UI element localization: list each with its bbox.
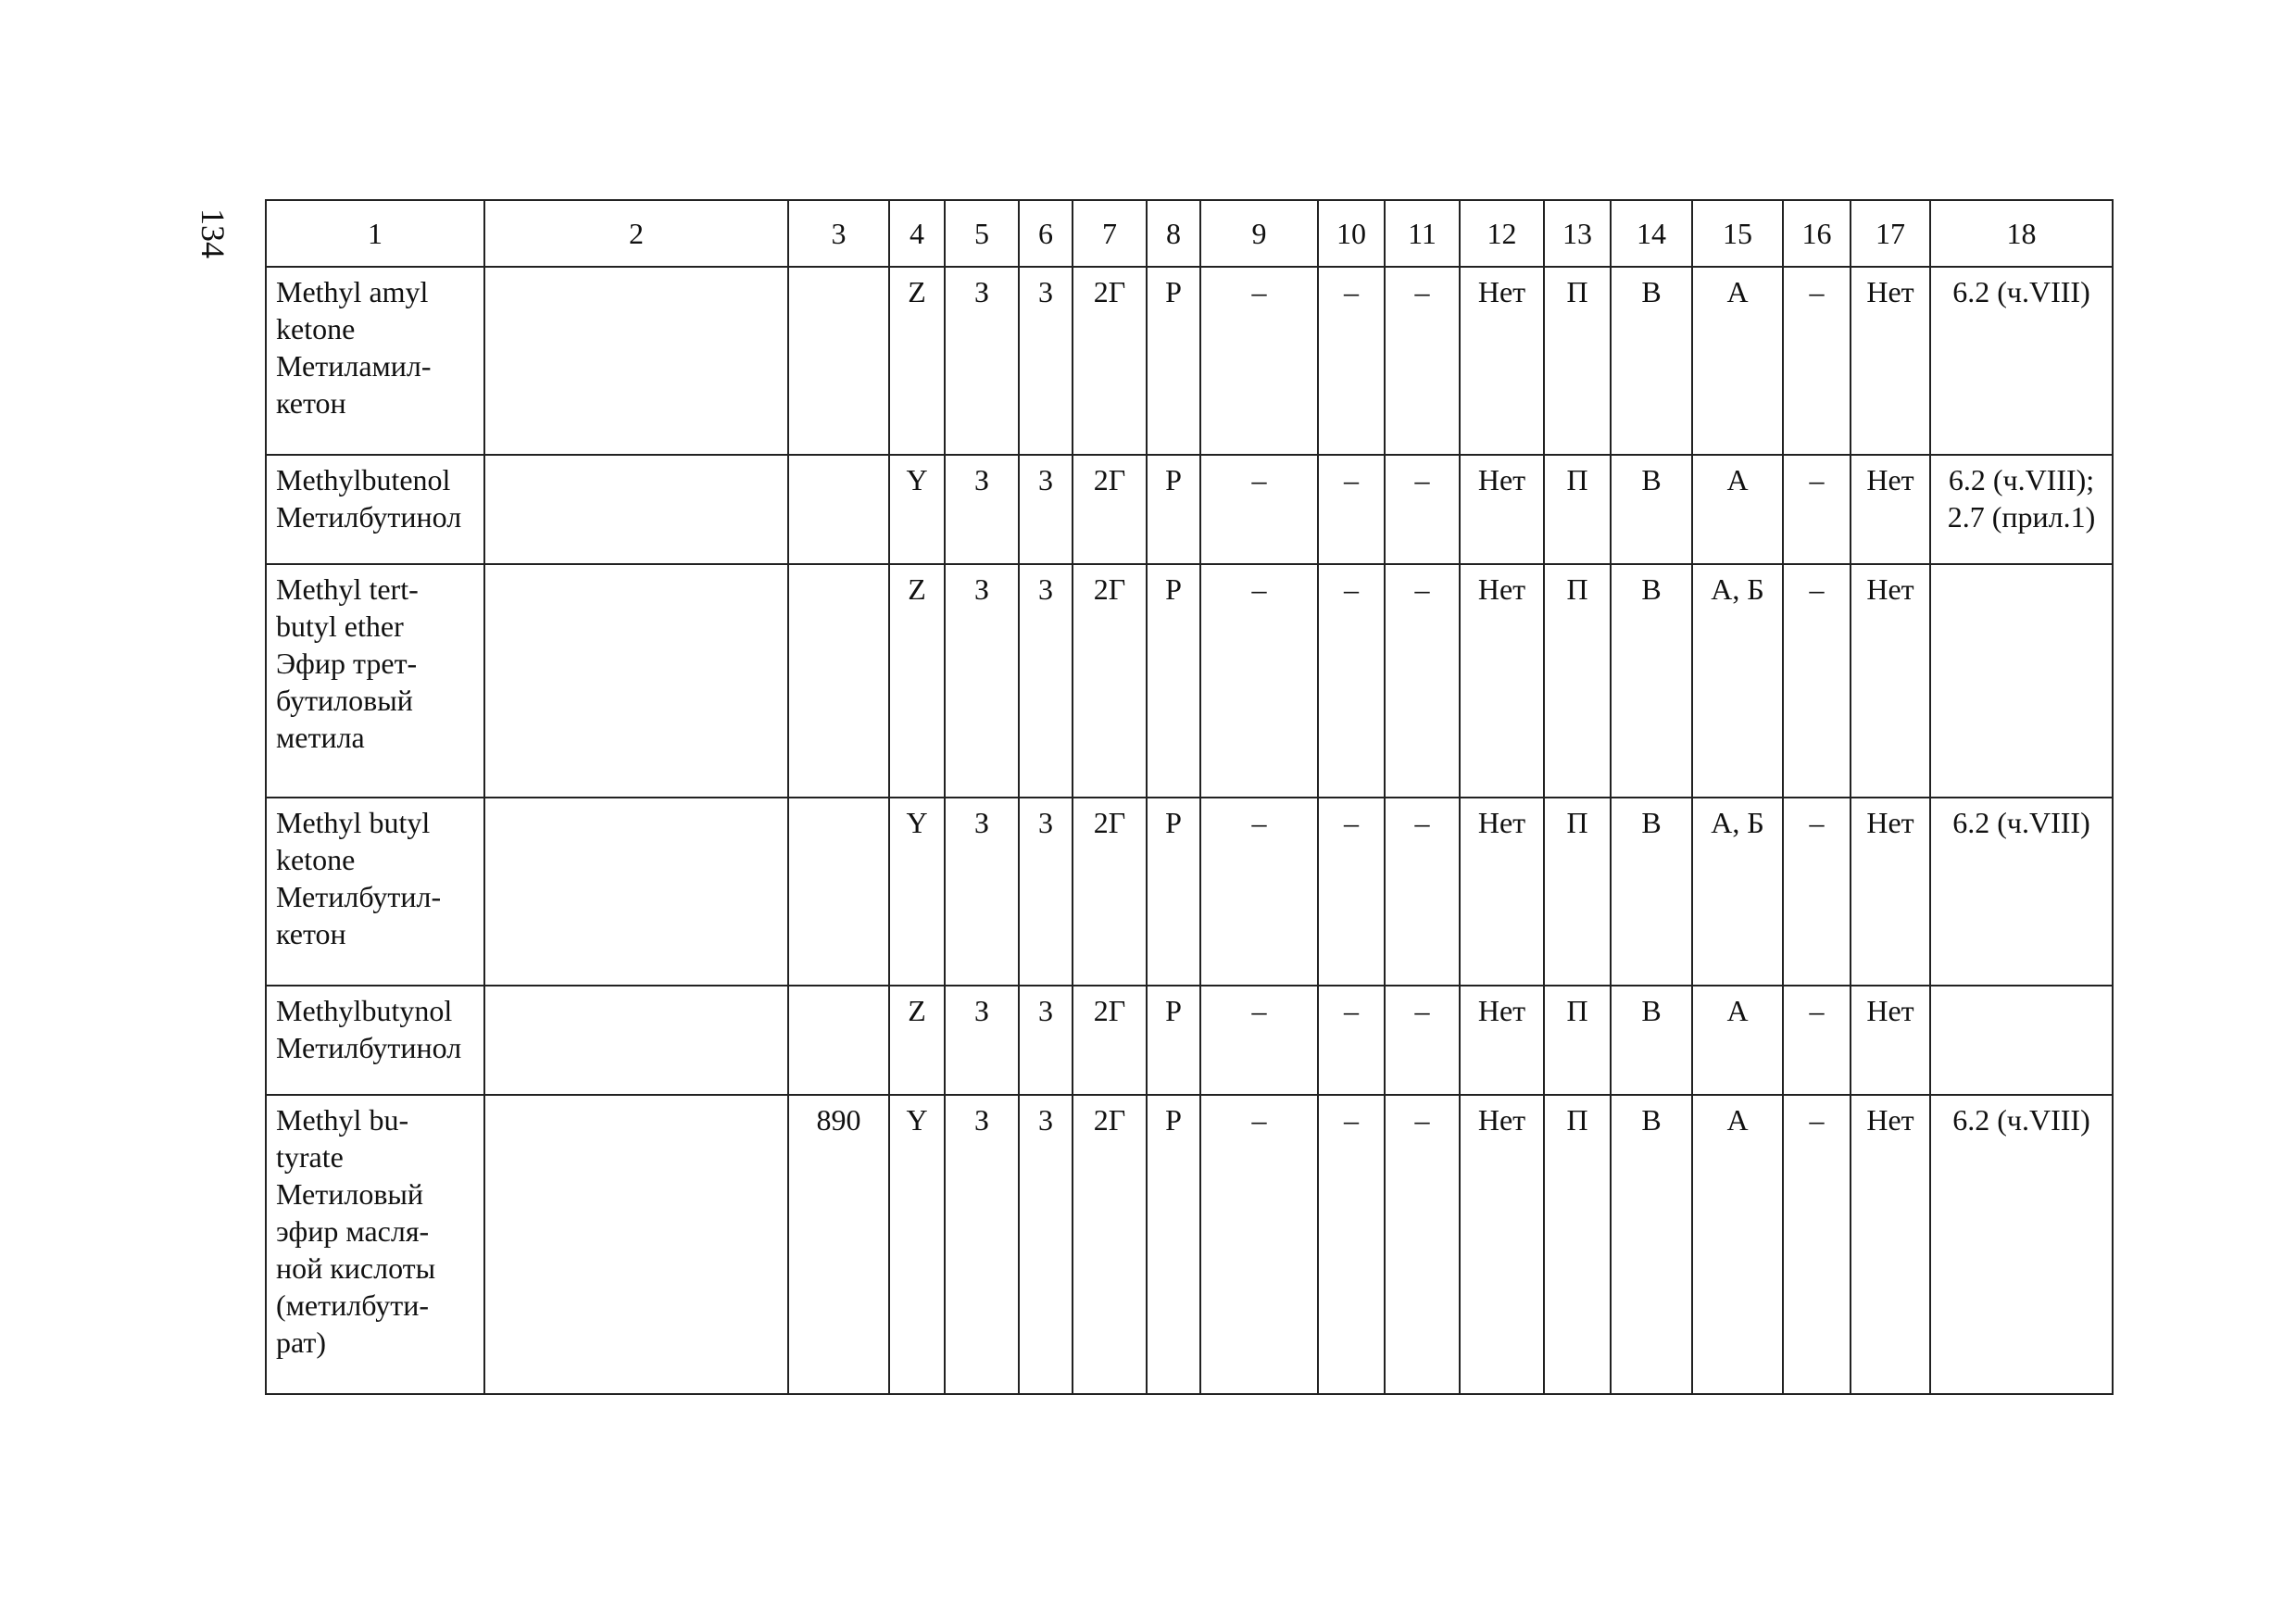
column-header: 10 xyxy=(1318,200,1385,267)
table-cell-col-13: П xyxy=(1544,798,1611,986)
table-cell-col-8: Р xyxy=(1147,798,1200,986)
substance-name-cell xyxy=(266,455,484,564)
table-cell-col-16: – xyxy=(1783,564,1851,798)
table-cell-col-7: 2Г xyxy=(1073,798,1147,986)
table-cell-col-8: Р xyxy=(1147,1095,1200,1394)
table-cell-col-6: 3 xyxy=(1019,986,1073,1095)
table-cell-col-11: – xyxy=(1385,267,1460,455)
table-cell-col-9: – xyxy=(1200,455,1318,564)
table-cell-col-7: 2Г xyxy=(1073,455,1147,564)
table-row xyxy=(266,986,2113,1095)
substance-name-line: кетон xyxy=(276,917,346,950)
table-cell-col-5: З xyxy=(945,455,1019,564)
substance-name-line: Метиламил- xyxy=(276,349,432,383)
table-cell-col-3 xyxy=(788,564,889,798)
column-header: 1 xyxy=(266,200,484,267)
table-cell-col-8: Р xyxy=(1147,267,1200,455)
note-cell xyxy=(1930,564,2113,798)
substance-name-line: tyrate xyxy=(276,1140,344,1174)
column-header: 14 xyxy=(1611,200,1692,267)
table-cell-col-15: А xyxy=(1692,1095,1783,1394)
table-cell-col-16: – xyxy=(1783,455,1851,564)
column-header: 5 xyxy=(945,200,1019,267)
table-cell-col-17: Нет xyxy=(1851,564,1930,798)
column-header: 17 xyxy=(1851,200,1930,267)
table-cell-col-9: – xyxy=(1200,267,1318,455)
note-cell xyxy=(1930,798,2113,986)
table-cell-col-13: П xyxy=(1544,564,1611,798)
table-cell-col-7: 2Г xyxy=(1073,986,1147,1095)
note-line: 2.7 (прил.1) xyxy=(1947,500,2096,534)
substance-name-line: Эфир трет- xyxy=(276,647,418,680)
note-cell xyxy=(1930,986,2113,1095)
column-header: 12 xyxy=(1460,200,1544,267)
table-cell-col-15: А xyxy=(1692,986,1783,1095)
substance-name-line: кетон xyxy=(276,386,346,420)
table-cell-col-15: А, Б xyxy=(1692,564,1783,798)
substance-name-line: Methyl bu- xyxy=(276,1103,409,1137)
column-header: 11 xyxy=(1385,200,1460,267)
table-cell-col-3 xyxy=(788,267,889,455)
table-cell-col-14: В xyxy=(1611,564,1692,798)
substance-name-line: Methyl butyl xyxy=(276,806,431,839)
column-header: 6 xyxy=(1019,200,1073,267)
table-cell-col-10: – xyxy=(1318,455,1385,564)
substance-name-cell xyxy=(266,986,484,1095)
substance-name-line: Метилбутинол xyxy=(276,500,462,534)
table-cell-col-5: З xyxy=(945,564,1019,798)
table-row xyxy=(266,564,2113,798)
table-cell-col-5: З xyxy=(945,1095,1019,1394)
column-header: 13 xyxy=(1544,200,1611,267)
table-cell-col-3: 890 xyxy=(788,1095,889,1394)
column-header: 3 xyxy=(788,200,889,267)
table-cell-col-12: Нет xyxy=(1460,455,1544,564)
substance-name-cell xyxy=(266,564,484,798)
table-cell-col-6: 3 xyxy=(1019,564,1073,798)
table-cell-col-16: – xyxy=(1783,1095,1851,1394)
substance-name-line: ketone xyxy=(276,312,356,346)
table-cell-col-9: – xyxy=(1200,1095,1318,1394)
table-row xyxy=(266,455,2113,564)
note-line: 6.2 (ч.VIII); xyxy=(1948,463,2095,496)
table-cell-col-4: Z xyxy=(889,564,945,798)
substance-name-line: метила xyxy=(276,721,365,754)
table-cell-col-6: 3 xyxy=(1019,267,1073,455)
table-cell-col-17: Нет xyxy=(1851,455,1930,564)
table-cell-col-15: А, Б xyxy=(1692,798,1783,986)
note-cell xyxy=(1930,267,2113,455)
substance-name-line: рат) xyxy=(276,1326,327,1359)
table-cell-col-7: 2Г xyxy=(1073,267,1147,455)
table-cell-col-2 xyxy=(484,986,788,1095)
table-cell-col-17: Нет xyxy=(1851,986,1930,1095)
table-cell-col-14: В xyxy=(1611,798,1692,986)
table-cell-col-2 xyxy=(484,455,788,564)
table-cell-col-15: А xyxy=(1692,267,1783,455)
substance-name-line: ной кислоты xyxy=(276,1251,436,1285)
table-cell-col-12: Нет xyxy=(1460,1095,1544,1394)
substance-name-line: эфир масля- xyxy=(276,1214,430,1248)
column-header: 18 xyxy=(1930,200,2113,267)
table-cell-col-9: – xyxy=(1200,564,1318,798)
table-cell-col-15: А xyxy=(1692,455,1783,564)
table-cell-col-11: – xyxy=(1385,564,1460,798)
table-cell-col-5: З xyxy=(945,267,1019,455)
table-cell-col-14: В xyxy=(1611,455,1692,564)
substance-name-line: Methylbutenol xyxy=(276,463,451,496)
table-cell-col-4: Z xyxy=(889,267,945,455)
table-row xyxy=(266,1095,2113,1394)
column-header: 9 xyxy=(1200,200,1318,267)
column-header: 8 xyxy=(1147,200,1200,267)
column-header: 15 xyxy=(1692,200,1783,267)
substance-name-line: ketone xyxy=(276,843,356,876)
table-cell-col-17: Нет xyxy=(1851,1095,1930,1394)
substance-name-line: Метиловый xyxy=(276,1177,424,1211)
table-cell-col-12: Нет xyxy=(1460,986,1544,1095)
table-cell-col-11: – xyxy=(1385,798,1460,986)
cargo-table xyxy=(265,199,2114,1395)
substance-name-line: Methylbutynol xyxy=(276,994,453,1027)
table-cell-col-13: П xyxy=(1544,455,1611,564)
table-cell-col-3 xyxy=(788,798,889,986)
table-cell-col-17: Нет xyxy=(1851,798,1930,986)
table-cell-col-6: 3 xyxy=(1019,798,1073,986)
substance-name-line: Метилбутил- xyxy=(276,880,442,913)
table-cell-col-10: – xyxy=(1318,986,1385,1095)
table-cell-col-10: – xyxy=(1318,267,1385,455)
table-cell-col-11: – xyxy=(1385,1095,1460,1394)
table-cell-col-7: 2Г xyxy=(1073,1095,1147,1394)
substance-name-line: (метилбути- xyxy=(276,1288,430,1322)
table-cell-col-8: Р xyxy=(1147,455,1200,564)
table-cell-col-14: В xyxy=(1611,986,1692,1095)
substance-name-cell xyxy=(266,1095,484,1394)
table-row xyxy=(266,267,2113,455)
table-cell-col-4: Y xyxy=(889,798,945,986)
table-cell-col-3 xyxy=(788,986,889,1095)
substance-name-line: Метилбутинол xyxy=(276,1031,462,1064)
table-cell-col-4: Y xyxy=(889,1095,945,1394)
column-header: 2 xyxy=(484,200,788,267)
table-cell-col-5: З xyxy=(945,798,1019,986)
table-cell-col-6: 3 xyxy=(1019,1095,1073,1394)
table-cell-col-17: Нет xyxy=(1851,267,1930,455)
table-cell-col-2 xyxy=(484,267,788,455)
table-cell-col-12: Нет xyxy=(1460,267,1544,455)
note-cell xyxy=(1930,455,2113,564)
table-cell-col-10: – xyxy=(1318,564,1385,798)
table-cell-col-5: З xyxy=(945,986,1019,1095)
substance-name-line: butyl ether xyxy=(276,609,404,643)
table-cell-col-14: В xyxy=(1611,267,1692,455)
column-header: 7 xyxy=(1073,200,1147,267)
table-cell-col-3 xyxy=(788,455,889,564)
table-cell-col-16: – xyxy=(1783,798,1851,986)
substance-name-line: Methyl amyl xyxy=(276,275,429,308)
table-cell-col-11: – xyxy=(1385,455,1460,564)
table-cell-col-13: П xyxy=(1544,267,1611,455)
substance-name-line: бутиловый xyxy=(276,684,413,717)
table-cell-col-10: – xyxy=(1318,798,1385,986)
table-cell-col-2 xyxy=(484,1095,788,1394)
column-header: 4 xyxy=(889,200,945,267)
table-cell-col-7: 2Г xyxy=(1073,564,1147,798)
table-cell-col-2 xyxy=(484,798,788,986)
note-line: 6.2 (ч.VIII) xyxy=(1952,1103,2090,1137)
note-line: 6.2 (ч.VIII) xyxy=(1952,275,2090,308)
table-cell-col-13: П xyxy=(1544,986,1611,1095)
table-cell-col-14: В xyxy=(1611,1095,1692,1394)
table-row xyxy=(266,798,2113,986)
note-line: 6.2 (ч.VIII) xyxy=(1952,806,2090,839)
header-row xyxy=(266,200,2113,267)
table-cell-col-2 xyxy=(484,564,788,798)
table-cell-col-16: – xyxy=(1783,267,1851,455)
table-cell-col-12: Нет xyxy=(1460,564,1544,798)
substance-name-cell xyxy=(266,267,484,455)
table-cell-col-8: Р xyxy=(1147,986,1200,1095)
page-number: 134 xyxy=(194,208,232,258)
table-cell-col-8: Р xyxy=(1147,564,1200,798)
table-cell-col-9: – xyxy=(1200,798,1318,986)
table-cell-col-11: – xyxy=(1385,986,1460,1095)
substance-name-line: Methyl tert- xyxy=(276,572,419,606)
column-header: 16 xyxy=(1783,200,1851,267)
note-cell xyxy=(1930,1095,2113,1394)
table-cell-col-13: П xyxy=(1544,1095,1611,1394)
table-cell-col-10: – xyxy=(1318,1095,1385,1394)
table-cell-col-12: Нет xyxy=(1460,798,1544,986)
table-cell-col-4: Z xyxy=(889,986,945,1095)
table-cell-col-16: – xyxy=(1783,986,1851,1095)
table-cell-col-9: – xyxy=(1200,986,1318,1095)
substance-name-cell xyxy=(266,798,484,986)
table-cell-col-4: Y xyxy=(889,455,945,564)
table-cell-col-6: 3 xyxy=(1019,455,1073,564)
